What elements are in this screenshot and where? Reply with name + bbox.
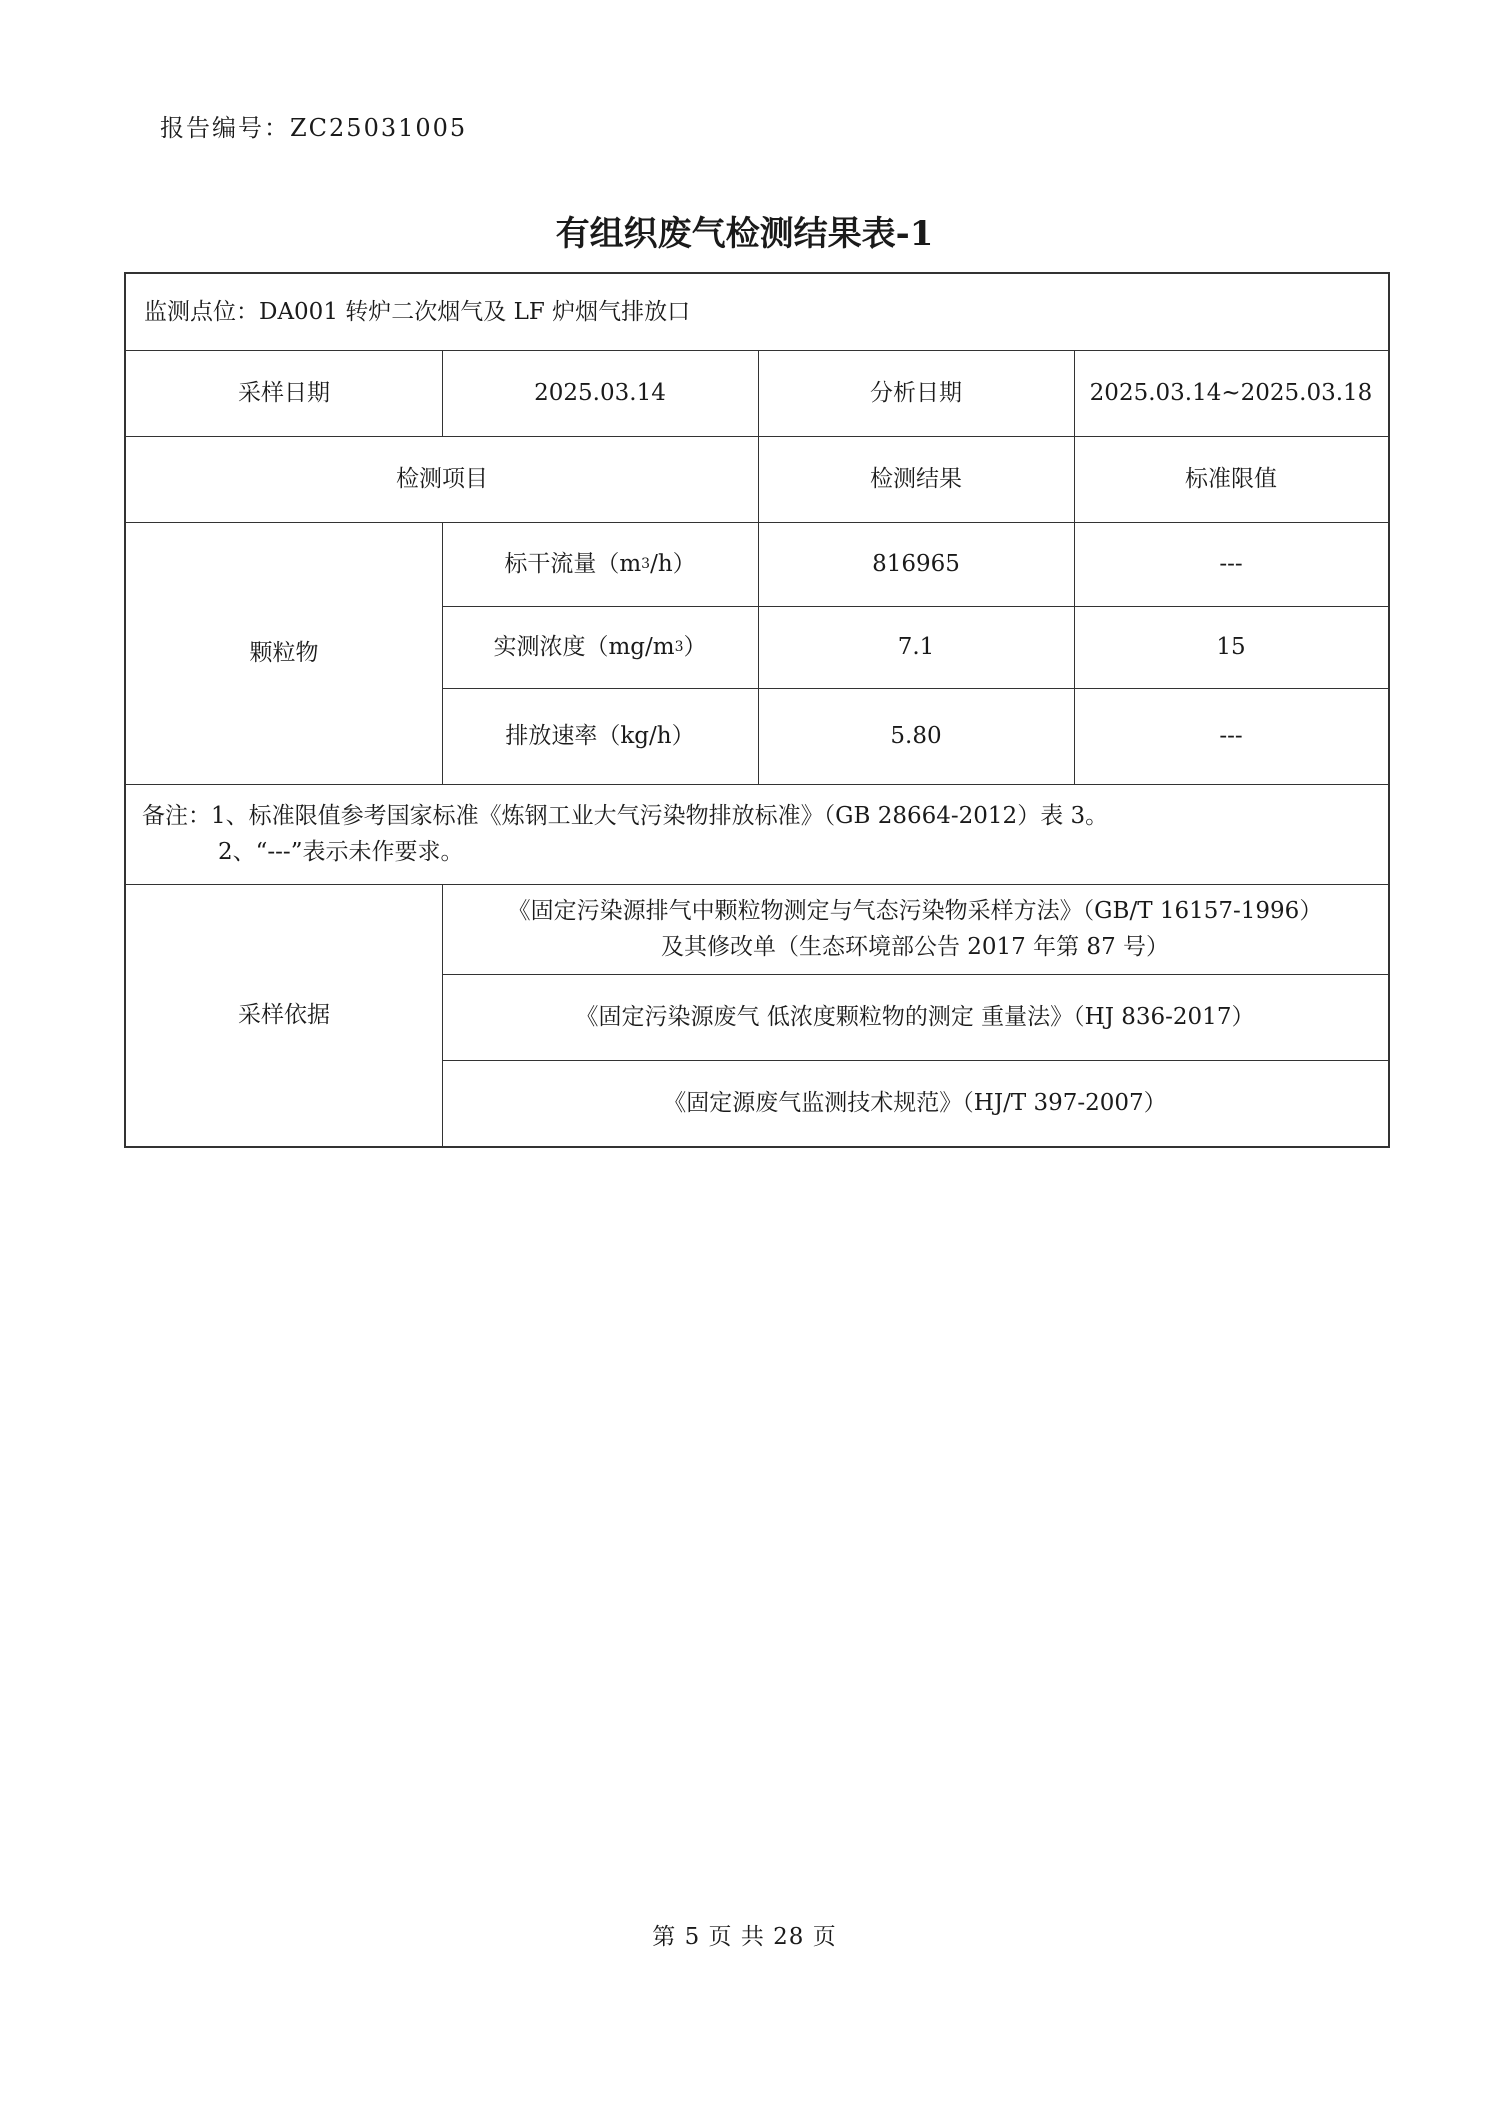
table-row-item: 标干流量（m 3 /h） — [504, 551, 696, 577]
table-row-result: 5.80 — [890, 723, 942, 749]
analysis-date-label: 分析日期 — [870, 380, 962, 406]
document-title: 有组织废气检测结果表-1 — [555, 214, 934, 254]
remark-2: 2、“---”表示未作要求。 — [218, 839, 464, 865]
table-row-limit: --- — [1219, 723, 1243, 749]
report-number — [160, 108, 467, 143]
sampling-method-2: 《固定污染源废气 低浓度颗粒物的测定 重量法》（HJ 836-2017） — [575, 1004, 1255, 1030]
report-number-label: 报告编号： — [160, 114, 290, 142]
sampling-date-label: 采样日期 — [238, 380, 330, 406]
column-header-item: 检测项目 — [396, 466, 488, 492]
table-row-result: 816965 — [872, 551, 960, 577]
sampling-basis-label: 采样依据 — [238, 1002, 330, 1028]
table-row-item: 实测浓度（mg/m 3 ） — [493, 634, 707, 660]
remarks — [142, 798, 1108, 870]
monitoring-point-value: DA001 转炉二次烟气及 LF 炉烟气排放口 — [259, 299, 691, 325]
results-table — [124, 272, 1390, 1148]
sampling-method-1: 《固定污染源排气中颗粒物测定与气态污染物采样方法》（GB/T 16157-1996） 及其修改单（生态环境部公告 2017 年第 87 号） — [507, 898, 1323, 960]
table-row-item: 排放速率（kg/h） — [505, 723, 695, 749]
page-number: 第 5 页 共 28 页 — [652, 1924, 837, 1950]
table-row-limit: 15 — [1216, 634, 1246, 660]
table-row-limit: --- — [1219, 551, 1243, 577]
pollutant-name: 颗粒物 — [249, 640, 319, 666]
column-header-result: 检测结果 — [870, 466, 962, 492]
sampling-method-3: 《固定源废气监测技术规范》（HJ/T 397-2007） — [663, 1090, 1167, 1116]
table-row-result: 7.1 — [897, 634, 935, 660]
remarks-prefix: 备注： — [142, 803, 211, 829]
remark-1: 1、标准限值参考国家标准《炼钢工业大气污染物排放标准》（GB 28664-2012）表 3。 — [211, 803, 1109, 829]
monitoring-point — [126, 274, 1388, 350]
sampling-date-value: 2025.03.14 — [534, 380, 666, 406]
column-header-limit: 标准限值 — [1185, 466, 1277, 492]
monitoring-point-label: 监测点位： — [144, 299, 259, 325]
report-number-value: ZC25031005 — [290, 114, 468, 142]
analysis-date-value: 2025.03.14~2025.03.18 — [1089, 380, 1373, 406]
